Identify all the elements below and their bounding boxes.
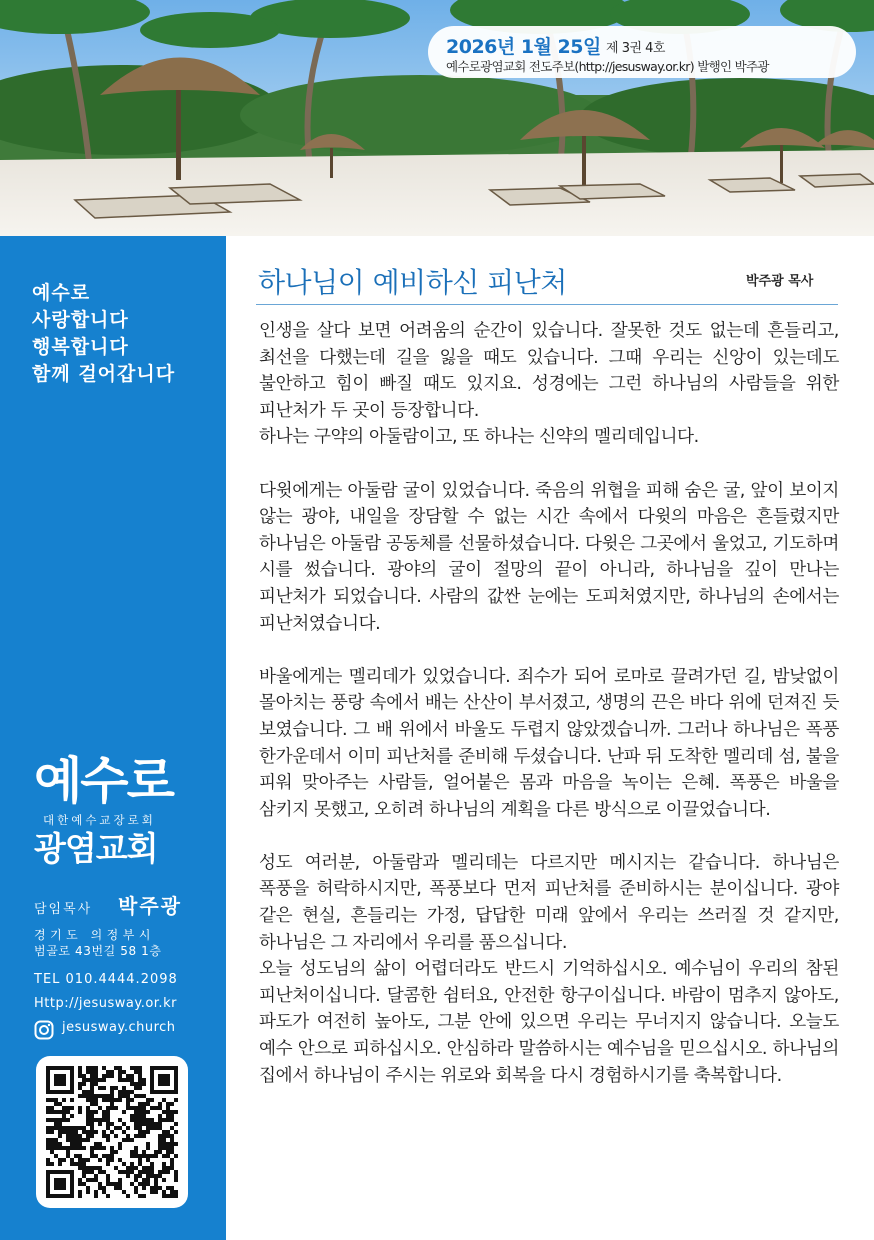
paragraph-spacer	[259, 823, 839, 850]
issue-number: 제 3권 4호	[606, 41, 665, 56]
address-line-2: 범골로 43번길 58 1층	[34, 944, 162, 958]
instagram-icon	[34, 1020, 54, 1040]
qr-code[interactable]	[36, 1056, 188, 1208]
issue-date: 2026년 1월 25일	[446, 36, 601, 58]
title-divider	[256, 304, 838, 305]
slogan-line: 함께 걸어갑니다	[32, 363, 176, 385]
article-paragraph: 성도 여러분, 아둘람과 멜리데는 다르지만 메시지는 같습니다. 하나님은 폭풍을 허락하시지만, 폭풍보다 먼저 피난처를 준비하시는 분이십니다. 광야 같은 현실, 흔들리는 가정, 답답한 미래 앞에서 우리는 쓰러질 것 같지만, 하나님은 그 자리에서 우리를 품으십니다.	[259, 852, 839, 953]
slogan-line: 사랑합니다	[32, 309, 129, 331]
article-title: 하나님이 예비하신 피난처	[258, 266, 567, 299]
instagram-handle[interactable]: jesusway.church	[62, 1020, 176, 1035]
article-paragraph: 다윗에게는 아둘람 굴이 있었습니다. 죽음의 위협을 피해 숨은 굴, 앞이 보이지 않는 광야, 내일을 장담할 수 없는 시간 속에서 다윗의 마음은 흔들렸지만 하나님은 아둘람 공동체를 선물하셨습니다. 다윗은 그곳에서 울었고, 기도하며 시를 썼습니다. 광야의 굴이 절망의 끝이 아니라, 하나님을 깊이 만나는 피난처가 되었습니다. 사람의 값싼 눈에는 도피처였지만, 하나님의 손에서는 피난처였습니다.	[259, 480, 839, 634]
qr-code-image	[46, 1066, 178, 1198]
website-link[interactable]: Http://jesusway.or.kr	[34, 996, 177, 1011]
article-paragraph: 바울에게는 멜리데가 있었습니다. 죄수가 되어 로마로 끌려가던 길, 밤낮없이 몰아치는 풍랑 속에서 배는 산산이 부서졌고, 생명의 끈은 바다 위에 던져진 듯 보였습니다. 그 배 위에서 바울도 두렵지 않았겠습니까. 그러나 하나님은 폭풍 한가운데서 이미 피난처를 준비해 두셨습니다. 난파 뒤 도착한 멜리데 섬, 불을 피워 맞아주는 사람들, 얼어붙은 몸과 마음을 녹이는 은혜. 폭풍은 바울을 삼키지 못했고, 오히려 하나님의 계획을 다른 방식으로 이끌었습니다.	[259, 666, 839, 820]
church-logo-top: 예수로	[34, 752, 173, 810]
telephone: TEL 010.4444.2098	[34, 972, 178, 987]
slogan-line: 예수로	[32, 282, 91, 304]
paragraph-spacer	[259, 451, 839, 478]
article-paragraph: 하나는 구약의 아둘람이고, 또 하나는 신약의 멜리데입니다.	[259, 427, 699, 448]
pastor-name: 박주광	[118, 894, 182, 918]
church-info-sidebar	[0, 236, 226, 1240]
slogan-line: 행복합니다	[32, 336, 129, 358]
article-body	[259, 318, 839, 1089]
address-line-1: 경기도 의정부시	[34, 928, 155, 942]
publisher-line: 예수로광염교회 전도주보(http://jesusway.or.kr) 발행인 박주광	[446, 59, 769, 74]
article-paragraph: 오늘 성도님의 삶이 어렵더라도 반드시 기억하십시오. 예수님이 우리의 참된 피난처이십니다. 달콤한 쉼터요, 안전한 항구이십니다. 바람이 멈추지 않아도, 파도가 여전히 높아도, 그분 안에 있으면 우리는 무너지지 않습니다. 오늘도 예수 안으로 피하십시오. 안심하라 말씀하시는 예수님을 믿으십시오. 하나님의 집에서 하나님이 주시는 위로와 회복을 다시 경험하시기를 축복합니다.	[259, 959, 839, 1086]
paragraph-spacer	[259, 637, 839, 664]
pastor-label: 담임목사	[34, 902, 93, 917]
article-paragraph: 인생을 살다 보면 어려움의 순간이 있습니다. 잘못한 것도 없는데 흔들리고, 최선을 다했는데 길을 잃을 때도 있습니다. 그때 우리는 신앙이 있는데도 불안하고 힘이 빠질 때도 있지요. 성경에는 그런 하나님의 사람들을 위한 피난처가 두 곳이 등장합니다.	[259, 321, 839, 421]
article-author: 박주광 목사	[746, 274, 814, 289]
church-logo-name: 광염교회	[34, 829, 158, 868]
church-logo-denomination: 대한예수교장로회	[43, 813, 156, 827]
